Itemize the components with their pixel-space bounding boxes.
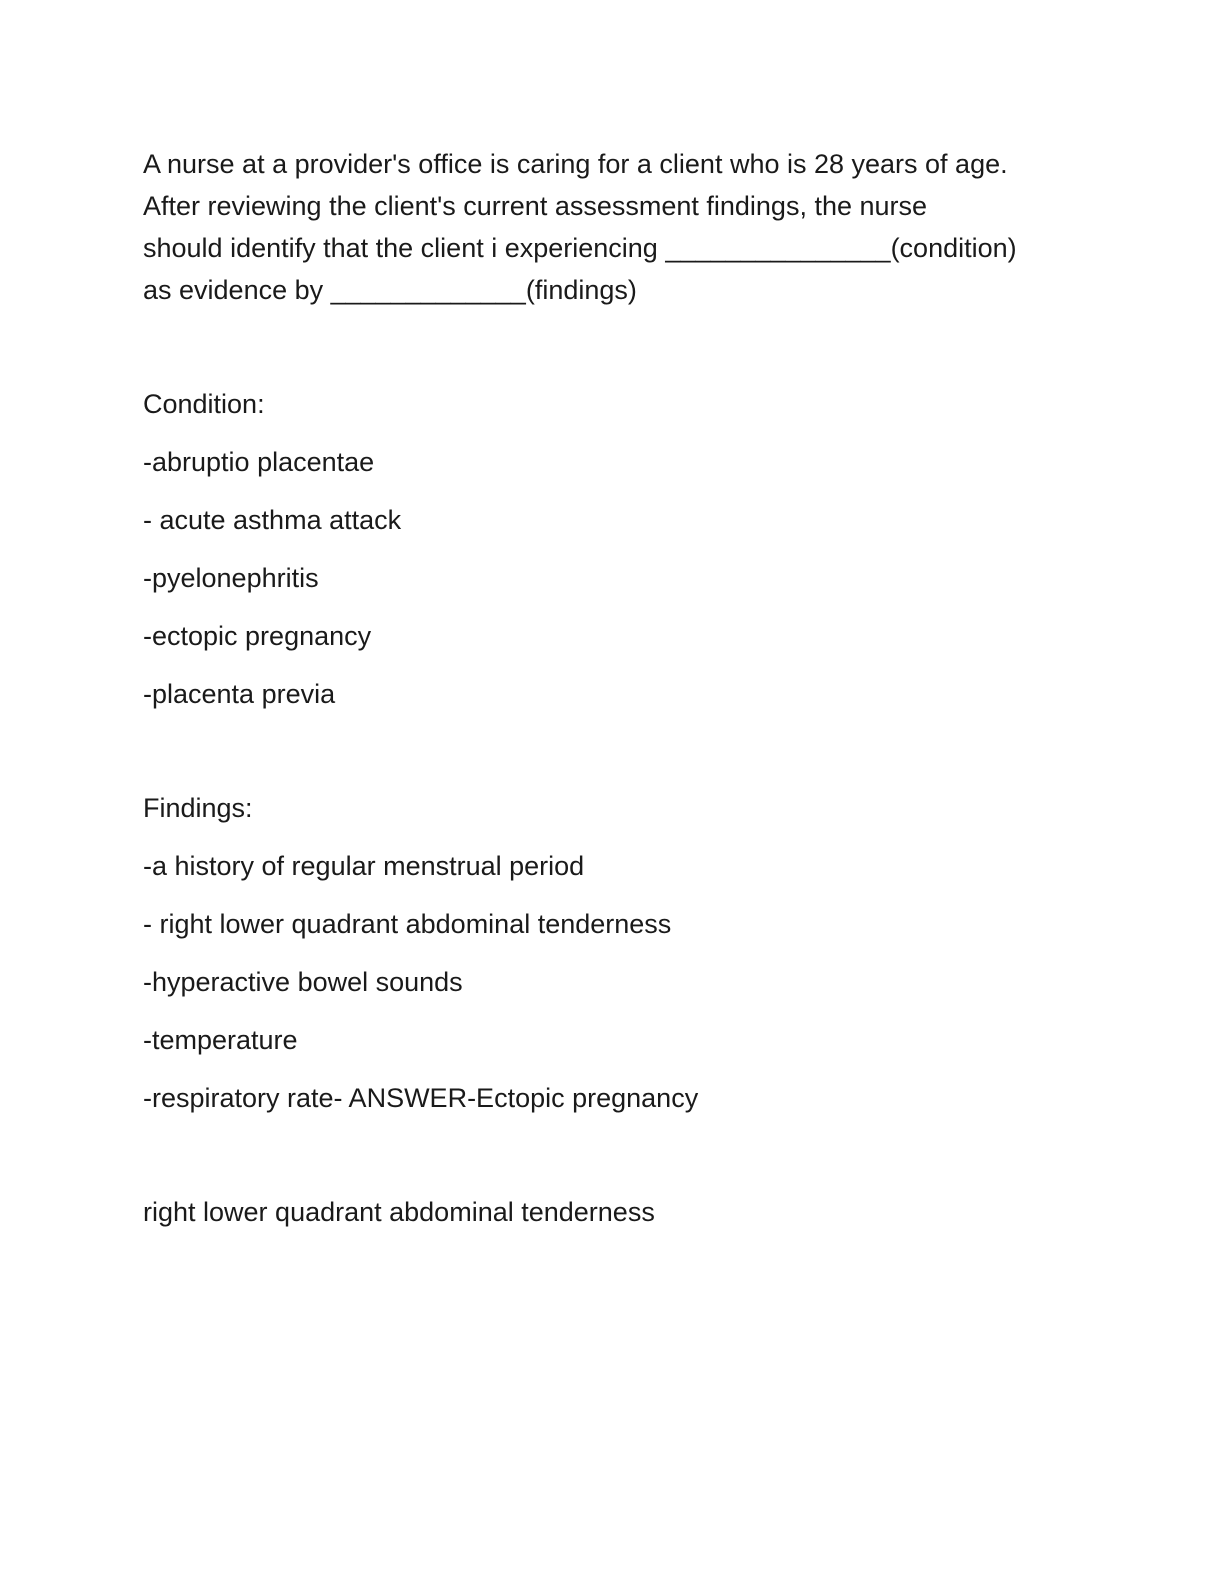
findings-option: - right lower quadrant abdominal tenderness xyxy=(143,909,672,939)
condition-option: -pyelonephritis xyxy=(143,563,319,593)
question-line: as evidence by _____________(findings) xyxy=(143,275,637,305)
findings-heading: Findings: xyxy=(143,793,253,823)
condition-heading: Condition: xyxy=(143,389,265,419)
question-line: A nurse at a provider's office is caring for a client who is 28 years of age. xyxy=(143,149,1008,179)
condition-option: -ectopic pregnancy xyxy=(143,621,372,651)
findings-option: -a history of regular menstrual period xyxy=(143,851,585,881)
answer-finding: right lower quadrant abdominal tenderness xyxy=(143,1197,655,1227)
condition-option: - acute asthma attack xyxy=(143,505,402,535)
condition-option: -abruptio placentae xyxy=(143,447,375,477)
condition-option: -placenta previa xyxy=(143,679,336,709)
findings-option: -temperature xyxy=(143,1025,298,1055)
findings-option: -hyperactive bowel sounds xyxy=(143,967,463,997)
question-line: After reviewing the client's current assessment findings, the nurse xyxy=(143,191,928,221)
findings-option: -respiratory rate- ANSWER-Ectopic pregnancy xyxy=(143,1083,699,1113)
question-line: should identify that the client i experiencing _______________(condition) xyxy=(143,233,1017,263)
question-text xyxy=(143,143,1103,311)
